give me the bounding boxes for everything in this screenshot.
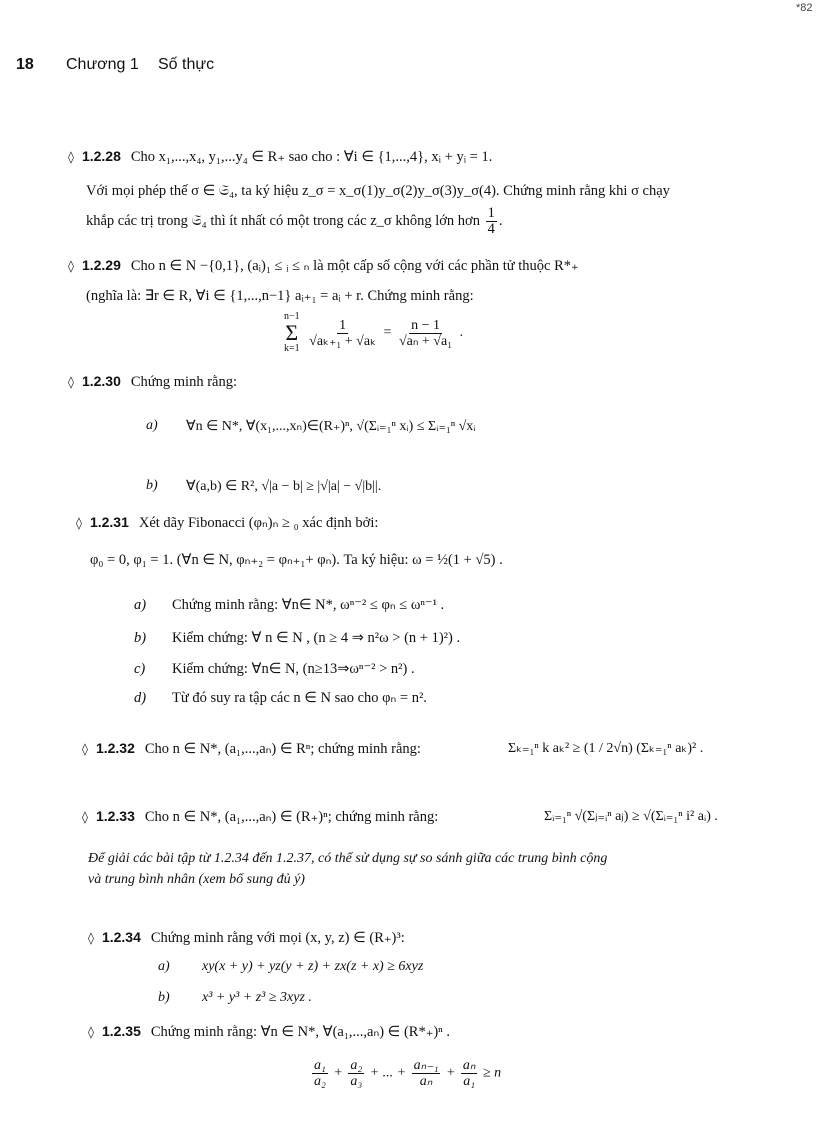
exercise-text: Xét dãy Fibonacci (φₙ)ₙ ≥ ₀ xác định bởi:: [138, 515, 379, 531]
item-label: b): [134, 630, 147, 646]
exercise-1233-line1: [82, 808, 438, 826]
exercise-number: 1.2.30: [81, 373, 121, 389]
exercise-1228-line3: khắp các trị trong 𝔖₄ thì ít nhất có một trong các z_σ không lớn hơn $\frac{1}{4}$ .: [86, 205, 503, 237]
exercise-1228-line1: [68, 148, 492, 166]
diamond-icon: ◊: [68, 150, 74, 164]
fraction-numerator: aₙ: [462, 1058, 476, 1073]
exercise-1229-line1: [68, 257, 579, 275]
exercise-text: Chứng minh rằng với mọi (x, y, z) ∈ (R₊)³:: [150, 930, 405, 946]
fraction-denominator: √aₖ₊₁ + √aₖ: [309, 333, 377, 349]
item-label: d): [134, 690, 147, 706]
exercise-text: Cho x₁,...,x₄, y₁,...y₄ ∈ R₊ sao cho : ∀i ∈ {1,...,4}, xᵢ + yᵢ = 1.: [130, 149, 493, 165]
exercise-number: 1.2.31: [89, 514, 129, 530]
exercise-1231-line2: φ₀ = 0, φ₁ = 1. (∀n ∈ N, φₙ₊₂ = φₙ₊₁+ φₙ). Ta ký hiệu: ω = ½(1 + √5) .: [90, 552, 503, 568]
item-text: Từ đó suy ra tập các n ∈ N sao cho φₙ = n².: [172, 690, 427, 706]
plus-sign: +: [445, 1065, 456, 1081]
sum-lower: k=1: [284, 343, 300, 354]
fraction: [348, 1058, 364, 1089]
page-number: 18: [16, 56, 34, 73]
sum-upper: n−1: [284, 311, 300, 322]
exercise-text: Cho n ∈ N −{0,1}, (aᵢ)₁ ≤ ᵢ ≤ ₙ là một cấp số cộng với các phần tử thuộc R*₊: [130, 258, 579, 274]
corner-mark: *82: [796, 2, 813, 14]
fraction: [312, 1058, 328, 1089]
exercise-1232-line1: [82, 740, 421, 758]
exercise-1230-line1: [68, 373, 237, 391]
diamond-icon: ◊: [68, 259, 74, 273]
fraction-numerator: n − 1: [411, 317, 440, 333]
exercise-number: 1.2.29: [81, 257, 121, 273]
item-label: c): [134, 661, 146, 677]
exercise-number: 1.2.34: [101, 929, 141, 945]
item-text: Kiểm chứng: ∀ n ∈ N , (n ≥ 4 ⇒ n²ω > (n + 1)²) .: [172, 630, 461, 646]
item-label: b): [158, 990, 170, 1005]
fraction: [486, 206, 497, 237]
note-line2: và trung bình nhân (xem bổ sung đủ ý): [88, 872, 305, 887]
exercise-number: 1.2.35: [101, 1023, 141, 1039]
exercise-text: Cho n ∈ N*, (a₁,...,aₙ) ∈ (R₊)ⁿ; chứng minh rằng:: [144, 809, 439, 825]
exercise-1234-line1: [88, 929, 405, 947]
diamond-icon: ◊: [82, 810, 88, 824]
fraction-denominator: √aₙ + √a₁: [398, 333, 453, 349]
exercise-number: 1.2.32: [95, 740, 135, 756]
fraction-numerator: 1: [487, 205, 495, 221]
exercise-1228-line2: Với mọi phép thế σ ∈ 𝔖₄, ta ký hiệu z_σ = x_σ(1)y_σ(2)y_σ(3)y_σ(4). Chứng minh rằng khi σ chạy: [86, 183, 670, 199]
item-text: Kiểm chứng: ∀n∈ N, (n≥13⇒ωⁿ⁻² > n²) .: [172, 661, 415, 677]
formula: ∀n ∈ N*, ∀(x₁,...,xₙ)∈(R₊)ⁿ, √(Σᵢ₌₁ⁿ xᵢ) ≤ Σᵢ₌₁ⁿ √xᵢ: [186, 419, 476, 434]
formula: Σₖ₌₁ⁿ k aₖ² ≥ (1 / 2√n) (Σₖ₌₁ⁿ aₖ)² .: [508, 741, 704, 756]
inequality-rhs: ≥ n: [482, 1065, 502, 1081]
fraction-numerator: a₁: [314, 1058, 326, 1073]
item-label: b): [146, 478, 158, 493]
fraction-numerator: a₂: [350, 1058, 363, 1073]
diamond-icon: ◊: [88, 931, 94, 945]
exercise-text: khắp các trị trong 𝔖₄ thì ít nhất có một trong các z_σ không lớn hơn: [86, 212, 480, 229]
formula: x³ + y³ + z³ ≥ 3xyz .: [202, 990, 312, 1005]
ellipsis-terms: + ... +: [369, 1065, 407, 1081]
chapter-title: Số thực: [158, 56, 215, 73]
formula: ∀(a,b) ∈ R², √|a − b| ≥ |√|a| − √|b||.: [186, 479, 382, 494]
fraction-denominator: a₁: [463, 1074, 476, 1089]
fraction-denominator: a₂: [314, 1074, 326, 1089]
exercise-text: Cho n ∈ N*, (a₁,...,aₙ) ∈ Rⁿ; chứng minh rằng:: [144, 741, 421, 757]
fraction-numerator: 1: [339, 317, 347, 333]
exercise-number: 1.2.28: [81, 148, 121, 164]
exercise-text: Chứng minh rằng:: [130, 374, 238, 390]
fraction-denominator: a₃: [350, 1074, 363, 1089]
fraction-denominator: aₙ: [419, 1074, 433, 1089]
plus-sign: +: [333, 1065, 343, 1081]
exercise-1235-formula: [310, 1058, 501, 1089]
formula: xy(x + y) + yz(y + z) + zx(z + x) ≥ 6xyz: [202, 959, 424, 974]
fraction: [397, 318, 454, 349]
diamond-icon: ◊: [76, 516, 82, 530]
note-line1: Để giải các bài tập từ 1.2.34 đến 1.2.37, có thể sử dụng sự so sánh giữa các trung bình cộng: [88, 851, 608, 866]
diamond-icon: ◊: [68, 375, 74, 389]
fraction: [307, 318, 378, 349]
chapter-label: Chương 1: [66, 56, 139, 73]
exercise-number: 1.2.33: [95, 808, 135, 824]
item-label: a): [158, 959, 170, 974]
diamond-icon: ◊: [88, 1025, 94, 1039]
fraction: [461, 1058, 478, 1089]
item-label: a): [146, 418, 158, 433]
exercise-text: Chứng minh rằng: ∀n ∈ N*, ∀(a₁,...,aₙ) ∈ (R*₊)ⁿ .: [150, 1024, 450, 1040]
exercise-1235-line1: [88, 1023, 450, 1041]
fraction-denominator: 4: [487, 221, 495, 237]
exercise-1229-formula: n−1 Σ k=1 $\frac{1}{\text{√aₖ₊₁ + √aₖ}}$ = $\frac{n - 1}{\text{√aₙ + √a₁}}$ .: [284, 311, 464, 354]
fraction: [412, 1058, 441, 1089]
fraction-numerator: aₙ₋₁: [413, 1058, 439, 1073]
sum-symbol: n−1 Σ k=1: [284, 311, 300, 354]
exercise-1229-line2: (nghĩa là: ∃r ∈ R, ∀i ∈ {1,...,n−1} aᵢ₊₁ = aᵢ + r. Chứng minh rằng:: [86, 288, 474, 304]
diamond-icon: ◊: [82, 742, 88, 756]
formula: Σᵢ₌₁ⁿ √(Σⱼ₌ᵢⁿ aⱼ) ≥ √(Σᵢ₌₁ⁿ i² aᵢ) .: [544, 809, 718, 824]
item-text: Chứng minh rằng: ∀n∈ N*, ωⁿ⁻² ≤ φₙ ≤ ωⁿ⁻¹ .: [172, 597, 445, 613]
exercise-1231-line1: [76, 514, 378, 532]
item-label: a): [134, 597, 147, 613]
